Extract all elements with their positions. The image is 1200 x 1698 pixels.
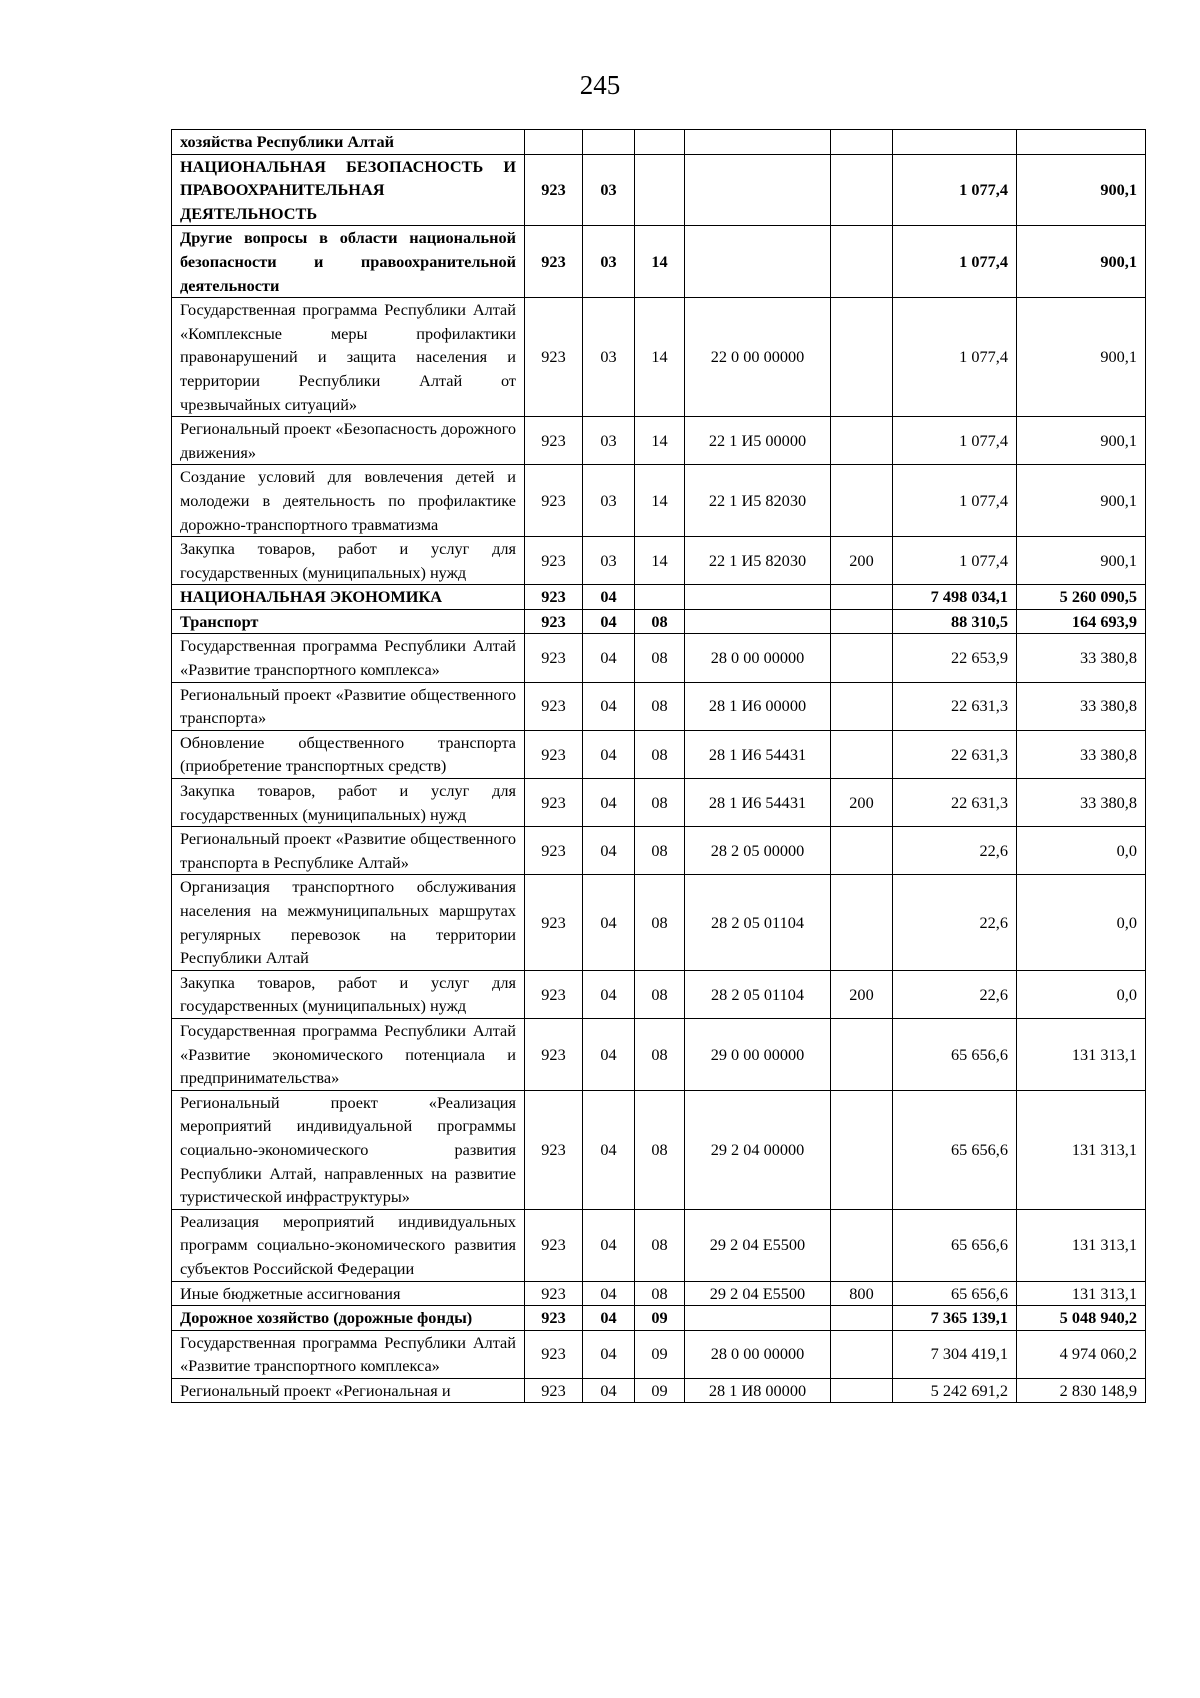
- cell-gr: 923: [525, 827, 583, 875]
- cell-gr: 923: [525, 779, 583, 827]
- cell-pr: 08: [635, 1090, 685, 1209]
- cell-sum-1: 7 498 034,1: [893, 585, 1017, 610]
- cell-pr: 08: [635, 970, 685, 1018]
- cell-csr: 28 1 И8 00000: [685, 1378, 831, 1403]
- table-row: [172, 609, 1146, 634]
- cell-pr: 08: [635, 779, 685, 827]
- table-row: [172, 970, 1146, 1018]
- cell-gr: 923: [525, 1306, 583, 1331]
- cell-name: Региональный проект «Региональная и: [172, 1378, 525, 1403]
- cell-sum-1: 22 631,3: [893, 730, 1017, 778]
- cell-name: Закупка товаров, работ и услуг для государственных (муниципальных) нужд: [172, 537, 525, 585]
- cell-csr: [685, 154, 831, 226]
- cell-pr: 14: [635, 226, 685, 298]
- cell-gr: 923: [525, 154, 583, 226]
- table-row: [172, 1306, 1146, 1331]
- cell-sum-1: 7 304 419,1: [893, 1330, 1017, 1378]
- cell-csr: 28 1 И6 00000: [685, 682, 831, 730]
- cell-name: Организация транспортного обслуживания населения на межмуниципальных маршрутах регулярных перевозок на территории Республики Алтай: [172, 875, 525, 970]
- cell-pr: 08: [635, 682, 685, 730]
- cell-gr: 923: [525, 585, 583, 610]
- cell-sum-2: [1017, 130, 1146, 155]
- cell-sum-2: 5 048 940,2: [1017, 1306, 1146, 1331]
- cell-rz: [583, 130, 635, 155]
- cell-name: Государственная программа Республики Алтай «Развитие экономического потенциала и предпринимательства»: [172, 1018, 525, 1090]
- cell-name: Государственная программа Республики Алтай «Комплексные меры профилактики правонарушений и защита населения и территории Республики Алтай от чрезвычайных ситуаций»: [172, 298, 525, 417]
- cell-sum-1: 1 077,4: [893, 537, 1017, 585]
- cell-csr: [685, 130, 831, 155]
- cell-rz: 04: [583, 1281, 635, 1306]
- page-number: 245: [579, 70, 621, 100]
- cell-gr: 923: [525, 1090, 583, 1209]
- cell-pr: 08: [635, 1018, 685, 1090]
- cell-sum-2: 131 313,1: [1017, 1281, 1146, 1306]
- cell-vr: [831, 465, 893, 537]
- cell-csr: 22 1 И5 82030: [685, 537, 831, 585]
- table-row: [172, 682, 1146, 730]
- cell-sum-2: 0,0: [1017, 970, 1146, 1018]
- cell-name: Создание условий для вовлечения детей и молодежи в деятельность по профилактике дорожно-транспортного травматизма: [172, 465, 525, 537]
- cell-pr: 09: [635, 1378, 685, 1403]
- cell-csr: 28 1 И6 54431: [685, 779, 831, 827]
- cell-vr: [831, 226, 893, 298]
- cell-csr: [685, 585, 831, 610]
- cell-name: Обновление общественного транспорта (приобретение транспортных средств): [172, 730, 525, 778]
- table-row: [172, 465, 1146, 537]
- cell-sum-1: 1 077,4: [893, 226, 1017, 298]
- table-row: [172, 1209, 1146, 1281]
- cell-pr: 08: [635, 875, 685, 970]
- cell-rz: 04: [583, 1306, 635, 1331]
- cell-sum-1: 22,6: [893, 970, 1017, 1018]
- cell-pr: 14: [635, 465, 685, 537]
- table-row: [172, 226, 1146, 298]
- cell-csr: 28 2 05 01104: [685, 875, 831, 970]
- cell-sum-2: 33 380,8: [1017, 730, 1146, 778]
- cell-vr: [831, 634, 893, 682]
- cell-sum-1: 22 631,3: [893, 682, 1017, 730]
- cell-vr: 800: [831, 1281, 893, 1306]
- cell-vr: [831, 1378, 893, 1403]
- cell-name: НАЦИОНАЛЬНАЯ БЕЗОПАСНОСТЬ И ПРАВООХРАНИТЕЛЬНАЯ ДЕЯТЕЛЬНОСТЬ: [172, 154, 525, 226]
- cell-vr: [831, 154, 893, 226]
- cell-sum-1: 65 656,6: [893, 1090, 1017, 1209]
- budget-table-body: [172, 130, 1146, 1403]
- cell-name: Региональный проект «Развитие общественного транспорта в Республике Алтай»: [172, 827, 525, 875]
- cell-rz: 04: [583, 875, 635, 970]
- cell-vr: [831, 585, 893, 610]
- cell-sum-2: 4 974 060,2: [1017, 1330, 1146, 1378]
- table-row: [172, 1330, 1146, 1378]
- cell-vr: [831, 417, 893, 465]
- cell-gr: 923: [525, 1378, 583, 1403]
- cell-csr: 28 2 05 00000: [685, 827, 831, 875]
- cell-rz: 04: [583, 730, 635, 778]
- cell-sum-2: 5 260 090,5: [1017, 585, 1146, 610]
- table-row: [172, 298, 1146, 417]
- cell-sum-1: 1 077,4: [893, 154, 1017, 226]
- cell-vr: [831, 1306, 893, 1331]
- table-row: [172, 537, 1146, 585]
- table-row: [172, 1281, 1146, 1306]
- cell-sum-2: 900,1: [1017, 417, 1146, 465]
- cell-vr: [831, 875, 893, 970]
- cell-vr: [831, 1090, 893, 1209]
- cell-pr: 09: [635, 1306, 685, 1331]
- cell-name: Дорожное хозяйство (дорожные фонды): [172, 1306, 525, 1331]
- cell-name: хозяйства Республики Алтай: [172, 130, 525, 155]
- cell-sum-1: 22,6: [893, 827, 1017, 875]
- cell-name: Региональный проект «Безопасность дорожного движения»: [172, 417, 525, 465]
- table-row: [172, 417, 1146, 465]
- table-row: [172, 779, 1146, 827]
- cell-sum-1: 1 077,4: [893, 465, 1017, 537]
- cell-csr: 29 2 04 00000: [685, 1090, 831, 1209]
- cell-gr: 923: [525, 875, 583, 970]
- cell-gr: 923: [525, 298, 583, 417]
- cell-name: Региональный проект «Развитие общественного транспорта»: [172, 682, 525, 730]
- cell-csr: 22 1 И5 82030: [685, 465, 831, 537]
- cell-rz: 04: [583, 1209, 635, 1281]
- cell-pr: 08: [635, 609, 685, 634]
- cell-vr: [831, 827, 893, 875]
- cell-sum-2: 131 313,1: [1017, 1018, 1146, 1090]
- table-row: [172, 154, 1146, 226]
- cell-sum-1: 65 656,6: [893, 1281, 1017, 1306]
- cell-rz: 04: [583, 779, 635, 827]
- cell-rz: 04: [583, 609, 635, 634]
- cell-sum-1: 22 653,9: [893, 634, 1017, 682]
- cell-sum-1: 65 656,6: [893, 1018, 1017, 1090]
- cell-name: Закупка товаров, работ и услуг для государственных (муниципальных) нужд: [172, 970, 525, 1018]
- cell-gr: 923: [525, 682, 583, 730]
- cell-sum-2: 33 380,8: [1017, 779, 1146, 827]
- cell-gr: 923: [525, 537, 583, 585]
- cell-rz: 04: [583, 970, 635, 1018]
- cell-rz: 04: [583, 1330, 635, 1378]
- cell-gr: 923: [525, 730, 583, 778]
- cell-rz: 04: [583, 827, 635, 875]
- cell-sum-1: 88 310,5: [893, 609, 1017, 634]
- cell-sum-1: 5 242 691,2: [893, 1378, 1017, 1403]
- cell-pr: 08: [635, 634, 685, 682]
- cell-csr: 22 1 И5 00000: [685, 417, 831, 465]
- cell-rz: 03: [583, 298, 635, 417]
- cell-sum-1: 1 077,4: [893, 298, 1017, 417]
- table-row: [172, 827, 1146, 875]
- cell-rz: 03: [583, 417, 635, 465]
- cell-sum-2: 2 830 148,9: [1017, 1378, 1146, 1403]
- table-row: [172, 1378, 1146, 1403]
- cell-name: Другие вопросы в области национальной безопасности и правоохранительной деятельности: [172, 226, 525, 298]
- cell-gr: 923: [525, 970, 583, 1018]
- cell-sum-2: 131 313,1: [1017, 1209, 1146, 1281]
- cell-name: НАЦИОНАЛЬНАЯ ЭКОНОМИКА: [172, 585, 525, 610]
- cell-sum-2: 33 380,8: [1017, 682, 1146, 730]
- cell-rz: 03: [583, 537, 635, 585]
- cell-gr: 923: [525, 226, 583, 298]
- cell-vr: [831, 1330, 893, 1378]
- cell-sum-2: 33 380,8: [1017, 634, 1146, 682]
- cell-vr: [831, 1018, 893, 1090]
- cell-csr: 29 0 00 00000: [685, 1018, 831, 1090]
- cell-sum-2: 0,0: [1017, 827, 1146, 875]
- cell-gr: 923: [525, 634, 583, 682]
- cell-gr: 923: [525, 1330, 583, 1378]
- cell-vr: 200: [831, 970, 893, 1018]
- cell-csr: 28 2 05 01104: [685, 970, 831, 1018]
- cell-pr: [635, 154, 685, 226]
- cell-sum-2: 900,1: [1017, 298, 1146, 417]
- cell-csr: 28 0 00 00000: [685, 634, 831, 682]
- table-row: [172, 730, 1146, 778]
- cell-sum-2: 164 693,9: [1017, 609, 1146, 634]
- cell-sum-1: 1 077,4: [893, 417, 1017, 465]
- cell-gr: 923: [525, 1018, 583, 1090]
- cell-rz: 04: [583, 634, 635, 682]
- cell-vr: 200: [831, 779, 893, 827]
- cell-vr: [831, 130, 893, 155]
- table-row: [172, 634, 1146, 682]
- cell-csr: 28 1 И6 54431: [685, 730, 831, 778]
- table-row: [172, 1018, 1146, 1090]
- cell-name: Реализация мероприятий индивидуальных программ социально-экономического развития субъектов Российской Федерации: [172, 1209, 525, 1281]
- cell-pr: 08: [635, 730, 685, 778]
- cell-name: Закупка товаров, работ и услуг для государственных (муниципальных) нужд: [172, 779, 525, 827]
- cell-pr: 08: [635, 1281, 685, 1306]
- cell-vr: [831, 298, 893, 417]
- cell-pr: 14: [635, 298, 685, 417]
- cell-pr: 14: [635, 417, 685, 465]
- cell-pr: 09: [635, 1330, 685, 1378]
- cell-sum-2: 0,0: [1017, 875, 1146, 970]
- budget-table: [171, 129, 1146, 1403]
- table-row: [172, 585, 1146, 610]
- cell-vr: [831, 609, 893, 634]
- cell-csr: 22 0 00 00000: [685, 298, 831, 417]
- cell-vr: [831, 682, 893, 730]
- cell-rz: 03: [583, 465, 635, 537]
- cell-rz: 03: [583, 226, 635, 298]
- cell-gr: 923: [525, 609, 583, 634]
- cell-csr: 28 0 00 00000: [685, 1330, 831, 1378]
- cell-sum-2: 900,1: [1017, 465, 1146, 537]
- cell-name: Иные бюджетные ассигнования: [172, 1281, 525, 1306]
- cell-csr: [685, 609, 831, 634]
- cell-gr: 923: [525, 1281, 583, 1306]
- cell-sum-1: 7 365 139,1: [893, 1306, 1017, 1331]
- cell-pr: 08: [635, 1209, 685, 1281]
- cell-pr: 14: [635, 537, 685, 585]
- cell-csr: 29 2 04 Е5500: [685, 1209, 831, 1281]
- cell-gr: 923: [525, 1209, 583, 1281]
- cell-name: Региональный проект «Реализация мероприятий индивидуальной программы социально-экономического развития Республики Алтай, направленных на развитие туристической инфраструктуры»: [172, 1090, 525, 1209]
- cell-rz: 04: [583, 1018, 635, 1090]
- cell-pr: [635, 585, 685, 610]
- cell-gr: [525, 130, 583, 155]
- cell-rz: 03: [583, 154, 635, 226]
- cell-vr: [831, 1209, 893, 1281]
- cell-rz: 04: [583, 682, 635, 730]
- cell-name: Транспорт: [172, 609, 525, 634]
- cell-csr: 29 2 04 Е5500: [685, 1281, 831, 1306]
- cell-sum-1: [893, 130, 1017, 155]
- cell-csr: [685, 1306, 831, 1331]
- cell-rz: 04: [583, 1378, 635, 1403]
- cell-vr: [831, 730, 893, 778]
- table-row: [172, 130, 1146, 155]
- cell-pr: 08: [635, 827, 685, 875]
- cell-sum-1: 65 656,6: [893, 1209, 1017, 1281]
- cell-sum-2: 900,1: [1017, 537, 1146, 585]
- cell-sum-1: 22 631,3: [893, 779, 1017, 827]
- cell-pr: [635, 130, 685, 155]
- cell-sum-2: 131 313,1: [1017, 1090, 1146, 1209]
- cell-name: Государственная программа Республики Алтай «Развитие транспортного комплекса»: [172, 634, 525, 682]
- cell-gr: 923: [525, 465, 583, 537]
- cell-sum-1: 22,6: [893, 875, 1017, 970]
- cell-sum-2: 900,1: [1017, 226, 1146, 298]
- cell-name: Государственная программа Республики Алтай «Развитие транспортного комплекса»: [172, 1330, 525, 1378]
- cell-rz: 04: [583, 1090, 635, 1209]
- table-row: [172, 875, 1146, 970]
- cell-rz: 04: [583, 585, 635, 610]
- table-row: [172, 1090, 1146, 1209]
- cell-vr: 200: [831, 537, 893, 585]
- cell-gr: 923: [525, 417, 583, 465]
- cell-sum-2: 900,1: [1017, 154, 1146, 226]
- cell-csr: [685, 226, 831, 298]
